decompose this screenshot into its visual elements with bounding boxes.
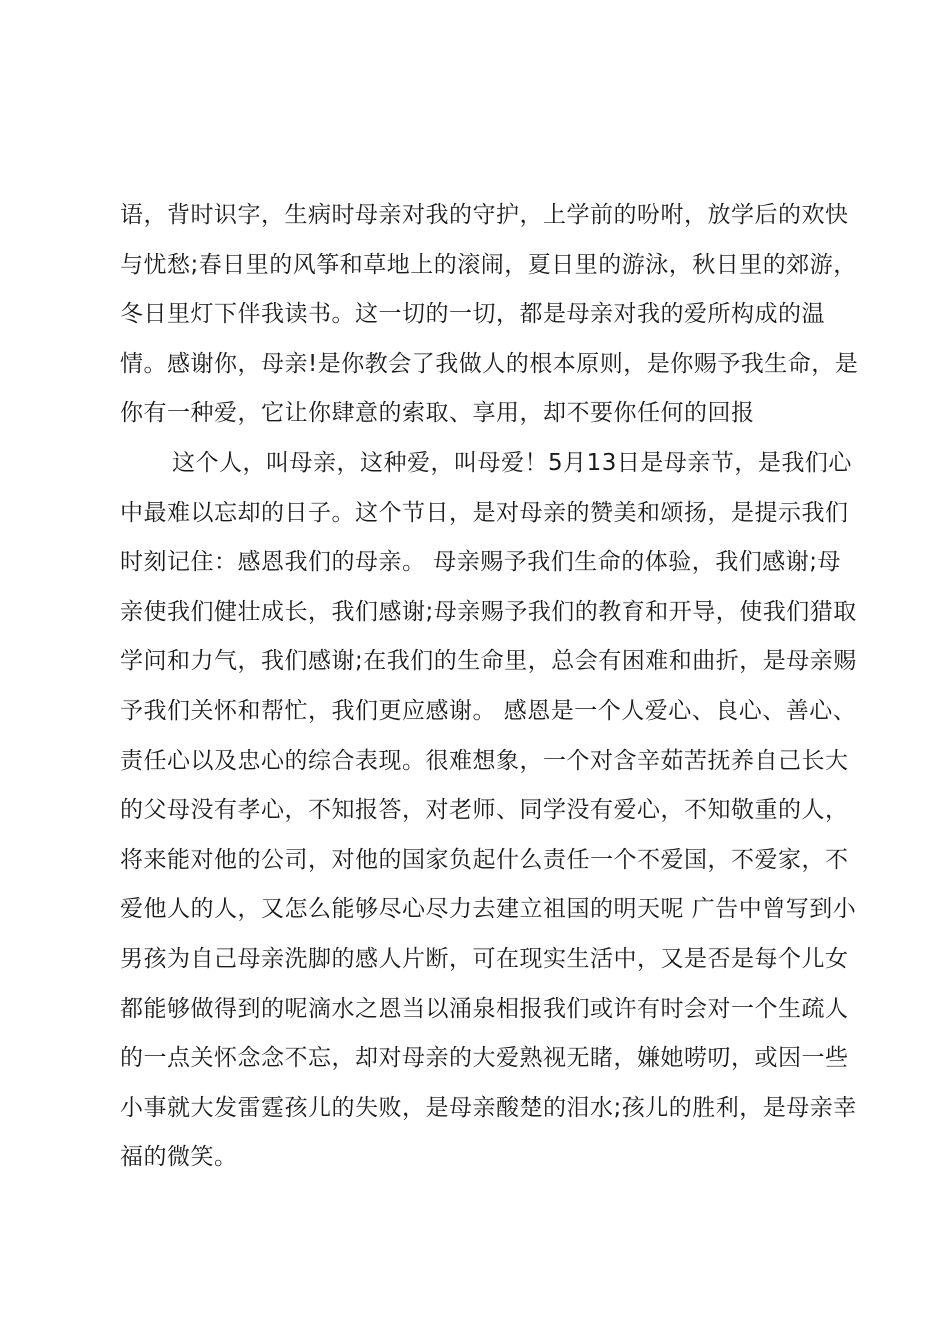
text-line: 予我们关怀和帮忙，我们更应感谢。 感恩是一个人爱心、良心、善心、 bbox=[120, 697, 857, 724]
text-line: 的一点关怀念念不忘，却对母亲的大爱熟视无睹，嫌她唠叨，或因一些 bbox=[120, 1045, 849, 1072]
text-line: 亲使我们健壮成长，我们感谢;母亲赐予我们的教育和开导，使我们猎取 bbox=[120, 598, 857, 625]
text-line: 这个人，叫母亲，这种爱，叫母爱！5月13日是母亲节，是我们心 bbox=[172, 450, 852, 476]
text-line: 情。感谢你，母亲!是你教会了我做人的根本原则，是你赐予我生命，是 bbox=[120, 350, 859, 377]
text-line: 你有一种爱，它让你肆意的索取、享用，却不要你任何的回报 bbox=[120, 400, 755, 427]
text-line: 小事就大发雷霆孩儿的失败，是母亲酸楚的泪水;孩儿的胜利，是母亲幸 bbox=[120, 1094, 857, 1121]
text-line: 爱他人的人，又怎么能够尽心尽力去建立祖国的明天呢 广告中曾写到小 bbox=[120, 896, 857, 923]
text-line: 时刻记住：感恩我们的母亲。 母亲赐予我们生命的体验，我们感谢;母 bbox=[120, 549, 842, 576]
text-line: 都能够做得到的呢滴水之恩当以涌泉相报我们或许有时会对一个生疏人 bbox=[120, 995, 849, 1022]
text-line: 责任心以及忠心的综合表现。很难想象，一个对含辛茹苦抚养自己长大 bbox=[120, 747, 849, 774]
paragraph-1 bbox=[120, 191, 859, 439]
text-line: 的父母没有孝心，不知报答，对老师、同学没有爱心，不知敬重的人， bbox=[120, 797, 849, 824]
text-line: 将来能对他的公司，对他的国家负起什么责任一个不爱国，不爱家，不 bbox=[120, 846, 849, 873]
text-line: 福的微笑。 bbox=[120, 1144, 238, 1171]
text-line: 冬日里灯下伴我读书。这一切的一切，都是母亲对我的爱所构成的温 bbox=[120, 301, 825, 328]
text-line: 中最难以忘却的日子。这个节日，是对母亲的赞美和颂扬，是提示我们 bbox=[120, 499, 849, 526]
text-line: 与忧愁;春日里的风筝和草地上的滚闹，夏日里的游泳，秋日里的郊游， bbox=[120, 251, 857, 278]
text-line: 学问和力气，我们感谢;在我们的生命里，总会有困难和曲折，是母亲赐 bbox=[120, 648, 857, 675]
text-line: 语，背时识字，生病时母亲对我的守护，上学前的吩咐，放学后的欢快 bbox=[120, 202, 849, 228]
text-line: 男孩为自己母亲洗脚的感人片断，可在现实生活中，又是否是每个儿女 bbox=[120, 945, 849, 972]
paragraph-2 bbox=[120, 439, 857, 1183]
